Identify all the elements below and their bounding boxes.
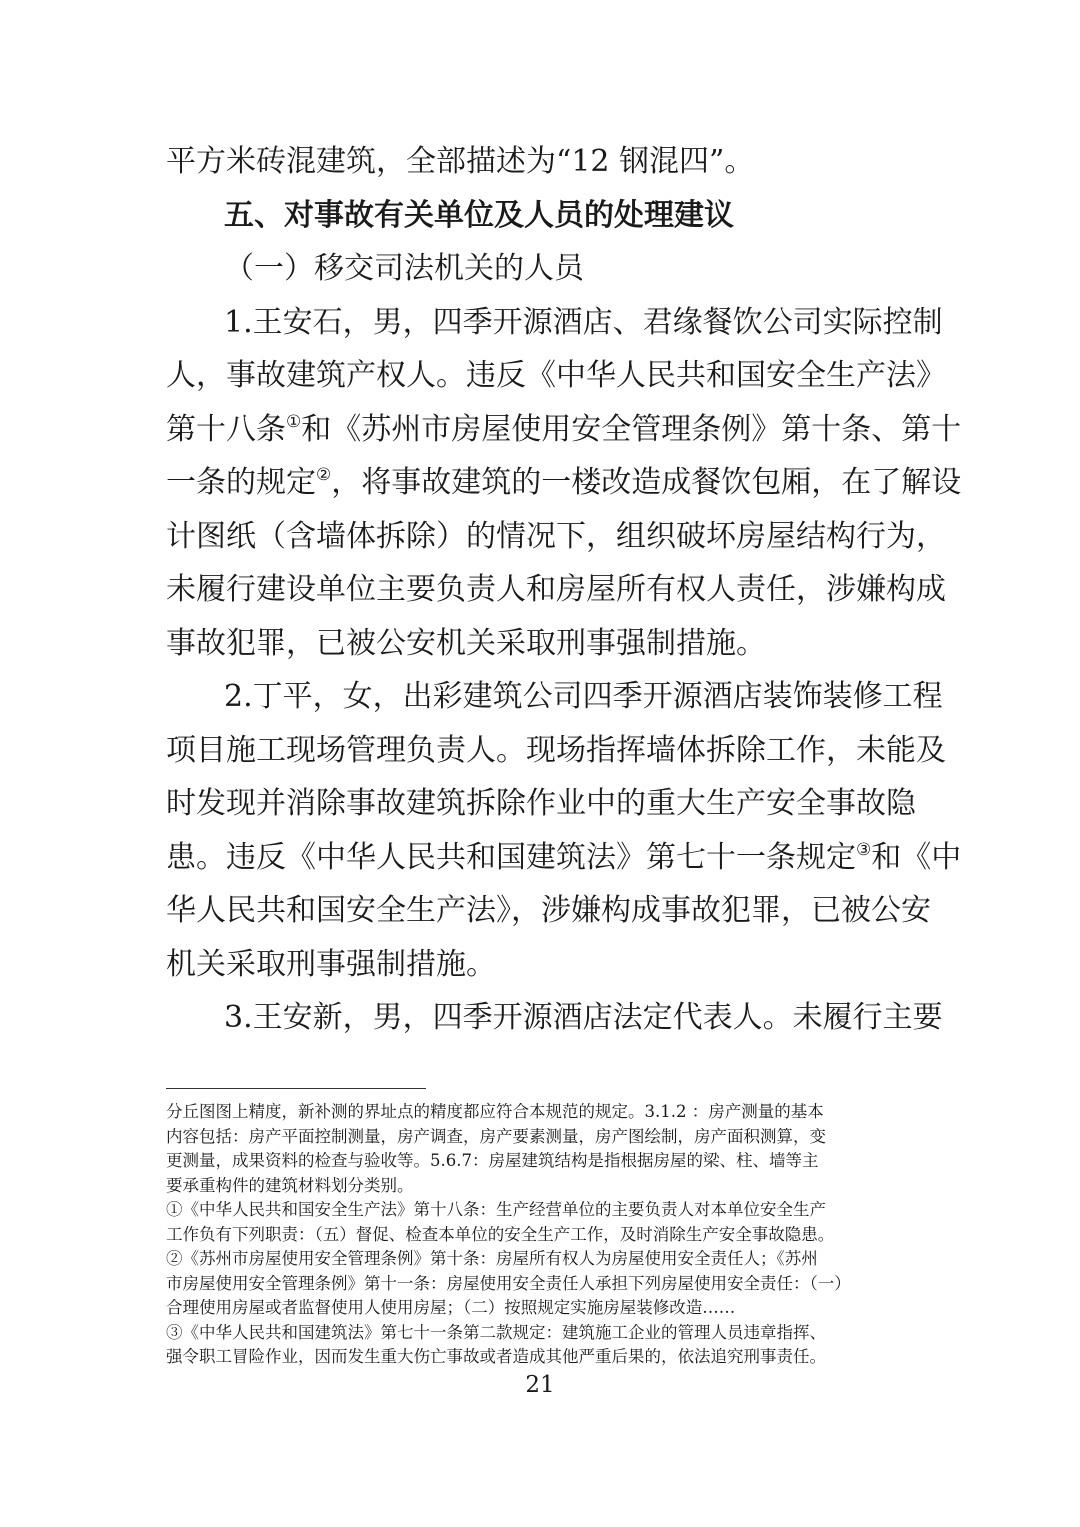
- footnote-line: ②《苏州市房屋使用安全管理条例》第十条：房屋所有权人为房屋使用安全责任人；《苏州: [166, 1249, 818, 1268]
- section-heading: 五、对事故有关单位及人员的处理建议: [224, 197, 734, 233]
- paragraph-line: [166, 456, 962, 510]
- text-segment: 第十八条: [166, 411, 286, 447]
- paragraph-line: 时发现并消除事故建筑拆除作业中的重大生产安全事故隐: [166, 786, 916, 821]
- footnote-line: 强令职工冒险作业，因而发生重大伤亡事故或者造成其他严重后果的，依法追究刑事责任。: [166, 1347, 826, 1366]
- page-number: 21: [525, 1372, 555, 1398]
- footnote-divider: [166, 1088, 426, 1089]
- footnote-line: 要承重构件的建筑材料划分类别。: [166, 1175, 414, 1195]
- paragraph-line: 项目施工现场管理负责人。现场指挥墙体拆除工作，未能及: [166, 732, 946, 768]
- footnote-line: 内容包括：房产平面控制测量，房产调查，房产要素测量，房产图绘制，房产面积测算，变: [166, 1126, 826, 1146]
- paragraph-line: 1.王安石，男，四季开源酒店、君缘餐饮公司实际控制: [224, 304, 943, 340]
- footnote-line: 更测量，成果资料的检查与验收等。5.6.7：房屋建筑结构是指根据房屋的梁、柱、墙等主: [166, 1151, 819, 1170]
- text-segment: ，将事故建筑的一楼改造成餐饮包厢，在了解设: [331, 465, 962, 500]
- paragraph-line: 3.王安新，男，四季开源酒店法定代表人。未履行主要: [224, 1000, 943, 1035]
- footnote-mark: ①: [286, 411, 302, 432]
- footnote-line: ③《中华人民共和国建筑法》第七十一条第二款规定：建筑施工企业的管理人员违章指挥、: [166, 1322, 826, 1342]
- paragraph-line: 华人民共和国安全生产法》，涉嫌构成事故犯罪，已被公安: [166, 893, 931, 928]
- text-segment: 患。违反《中华人民共和国建筑法》第七十一条规定: [166, 839, 856, 875]
- footnote-line: 工作负有下列职责：（五）督促、检查本单位的安全生产工作，及时消除生产安全事故隐患。: [166, 1224, 835, 1244]
- footnote-line: 市房屋使用安全管理条例》第十一条：房屋使用安全责任人承担下列房屋使用安全责任：（一）: [166, 1273, 851, 1293]
- footnote-line: ①《中华人民共和国安全生产法》第十八条：生产经营单位的主要负责人对本单位安全生产: [166, 1200, 826, 1219]
- paragraph-line: [166, 831, 962, 885]
- text-segment: 和《苏州市房屋使用安全管理条例》第十条、第十: [301, 411, 962, 447]
- subsection-heading: （一）移交司法机关的人员: [224, 251, 584, 286]
- footnote-mark: ②: [316, 465, 332, 485]
- paragraph-line: 机关采取刑事强制措施。: [166, 946, 496, 982]
- body-text: [166, 135, 962, 1045]
- paragraph-line: 计图纸（含墙体拆除）的情况下，组织破坏房屋结构行为，: [166, 518, 946, 554]
- footnote-mark: ③: [856, 839, 872, 860]
- paragraph-line: 事故犯罪，已被公安机关采取刑事强制措施。: [166, 625, 766, 661]
- text-segment: 一条的规定: [166, 465, 316, 500]
- footnotes: [166, 1100, 918, 1370]
- text-segment: 和《中: [871, 839, 962, 875]
- footnote-line: 合理使用房屋或者监督使用人使用房屋；（二）按照规定实施房屋装修改造……: [166, 1298, 736, 1317]
- paragraph-line: 2.丁平，女，出彩建筑公司四季开源酒店装饰装修工程: [224, 679, 943, 714]
- paragraph-line: [166, 403, 962, 457]
- paragraph-line: 平方米砖混建筑，全部描述为“12 钢混四”。: [166, 144, 755, 179]
- paragraph-line: 未履行建设单位主要负责人和房屋所有权人责任，涉嫌构成: [166, 572, 946, 607]
- paragraph-line: 人，事故建筑产权人。违反《中华人民共和国安全生产法》: [166, 358, 946, 393]
- footnote-line: 分丘图图上精度，新补测的界址点的精度都应符合本规范的规定。3.1.2 ：房产测量的基本: [166, 1102, 824, 1121]
